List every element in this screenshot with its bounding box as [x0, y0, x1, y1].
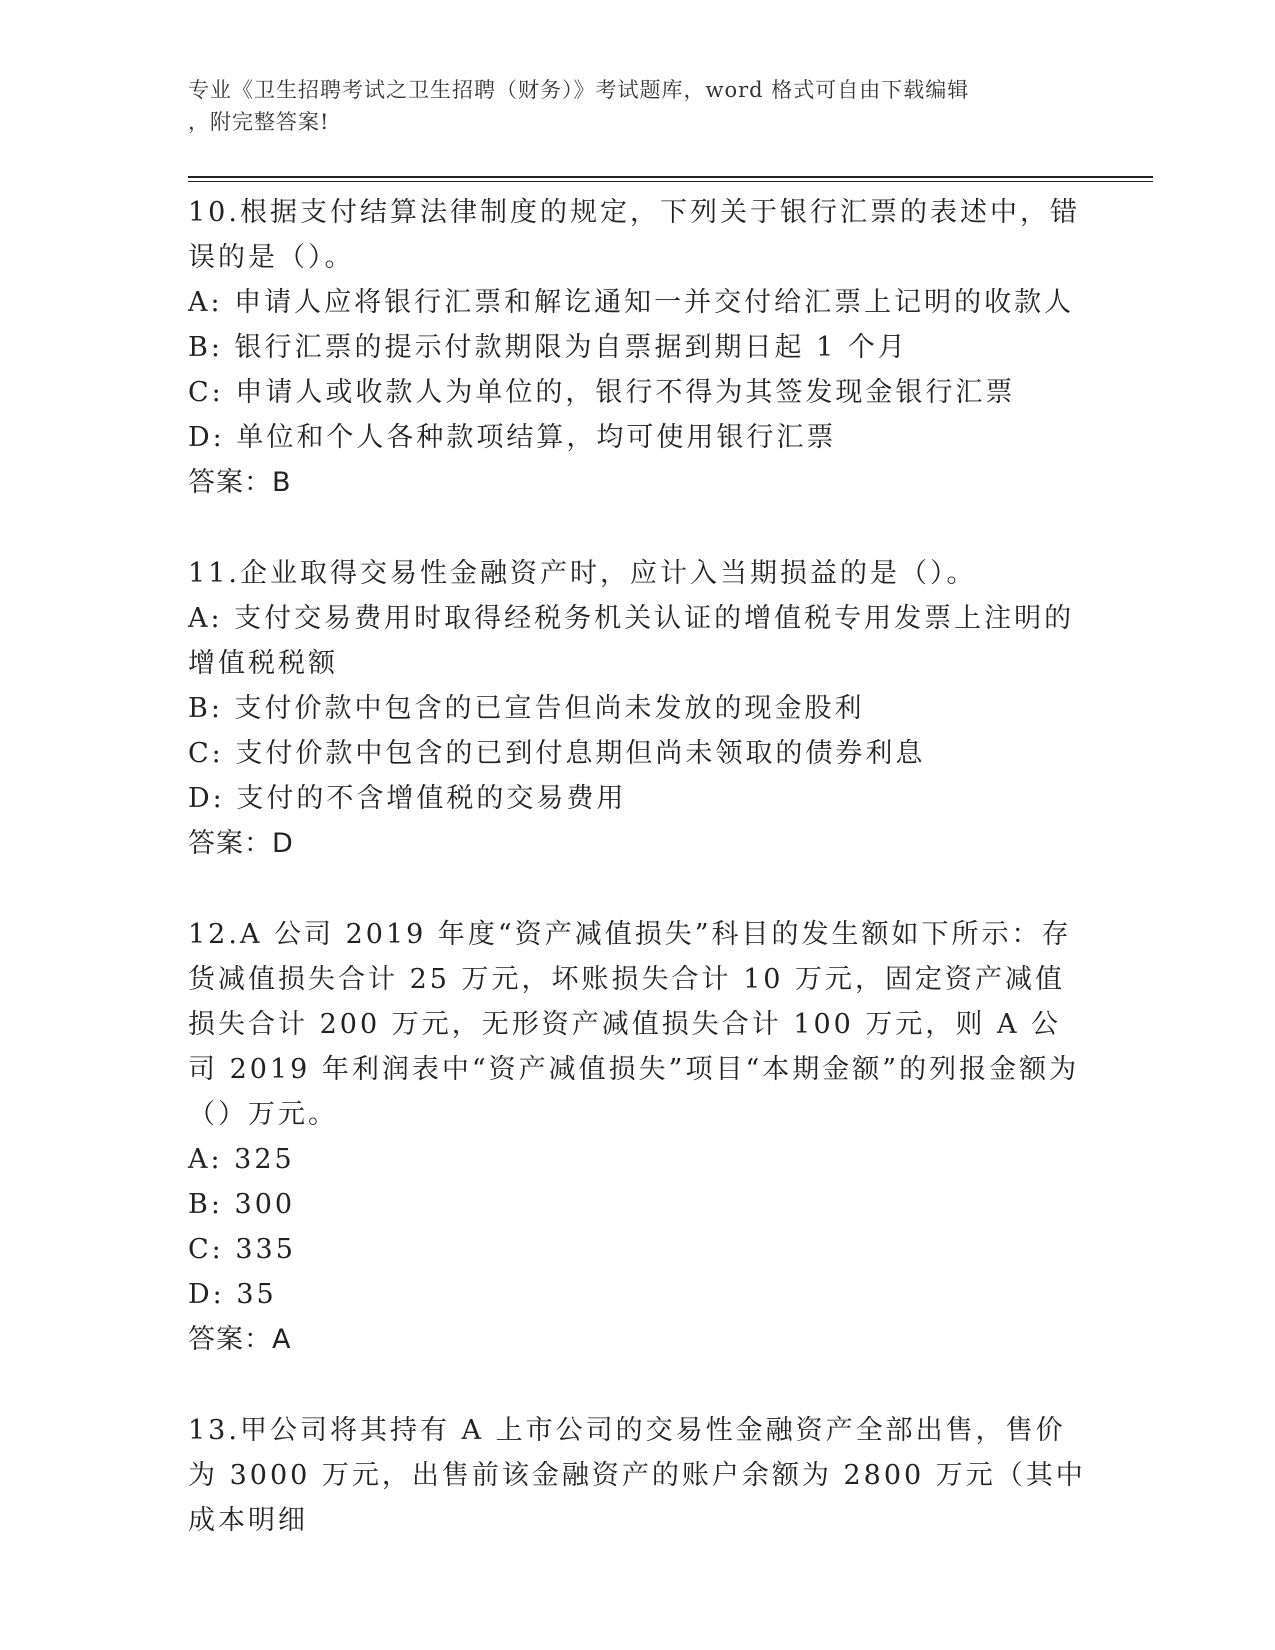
header-line-2: ，附完整答案!: [188, 110, 330, 134]
header-line-1: 专业《卫生招聘考试之卫生招聘（财务）》考试题库，word 格式可自由下载编辑: [188, 78, 970, 102]
answer-line: 答案：D: [188, 828, 294, 859]
question-12: [188, 912, 1088, 1362]
option-c: C: 申请人或收款人为单位的，银行不得为其签发现金银行汇票: [188, 377, 1016, 408]
header-divider-thick: [188, 176, 1153, 178]
option-c: C: 支付价款中包含的已到付息期但尚未领取的债券利息: [188, 738, 926, 769]
option-b: B: 300: [188, 1189, 296, 1220]
header-divider-thin: [188, 181, 1153, 182]
option-d: D: 支付的不含增值税的交易费用: [188, 783, 627, 814]
question-list: [188, 190, 1088, 1589]
question-stem: 10.根据支付结算法律制度的规定，下列关于银行汇票的表述中，错误的是（）。: [188, 197, 1080, 273]
option-d: D: 单位和个人各种款项结算，均可使用银行汇票: [188, 422, 837, 453]
answer-line: 答案：B: [188, 467, 292, 498]
option-b: B: 支付价款中包含的已宣告但尚未发放的现金股利: [188, 693, 865, 724]
option-b: B: 银行汇票的提示付款期限为自票据到期日起 1 个月: [188, 332, 908, 363]
option-c: C: 335: [188, 1234, 296, 1265]
question-stem: 12.A 公司 2019 年度“资产减值损失”科目的发生额如下所示：存货减值损失合计 25 万元，坏账损失合计 10 万元，固定资产减值损失合计 200 万元，无形资产减值损失合计 100 万元，则 A 公司 2019 年利润表中“资产减值损失”项目“本期金额”的列报金额为（）万元。: [188, 919, 1080, 1130]
question-10: [188, 190, 1088, 505]
option-a: A: 325: [188, 1144, 295, 1175]
option-a: A: 申请人应将银行汇票和解讫通知一并交付给汇票上记明的收款人: [188, 287, 1075, 318]
page-header: [188, 74, 1068, 138]
question-11: [188, 551, 1088, 866]
option-a: A: 支付交易费用时取得经税务机关认证的增值税专用发票上注明的增值税税额: [188, 603, 1075, 679]
answer-line: 答案：A: [188, 1324, 292, 1355]
question-13: [188, 1408, 1088, 1543]
question-stem: 13.甲公司将其持有 A 上市公司的交易性金融资产全部出售，售价为 3000 万元，出售前该金融资产的账户余额为 2800 万元（其中成本明细: [188, 1415, 1086, 1536]
option-d: D: 35: [188, 1279, 277, 1310]
question-stem: 11.企业取得交易性金融资产时，应计入当期损益的是（）。: [188, 558, 977, 589]
